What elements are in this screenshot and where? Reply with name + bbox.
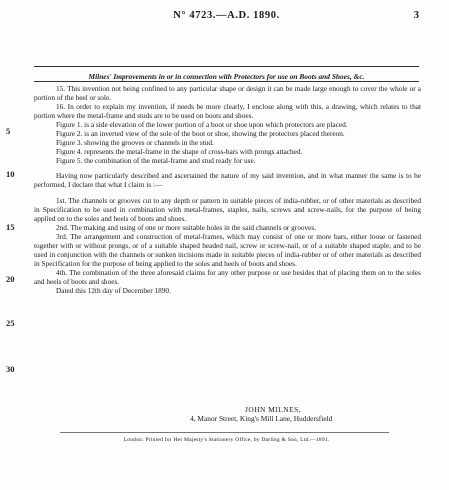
signatory-address: 4, Manor Street, King's Mill Lane, Huddersfield (190, 414, 333, 423)
line-number: 30 (6, 364, 15, 374)
paragraph: Figure 2. is an inverted view of the sole of the boot or shoe, showing the protectors placed thereon. (56, 129, 345, 139)
imprint-rule (60, 432, 389, 433)
paragraph: 16. In order to explain my invention, if needs be more clearly, I enclose along with this, a drawing, which relates to that portion where the metal-frame and studs are to be used on boots and shoes. (34, 102, 421, 121)
running-title: Milnes' Improvements in or in connection with Protectors for use on Boots and Shoes, &c. (88, 72, 365, 81)
specification-body (34, 84, 421, 295)
paragraph: Figure 1. is a side elevation of the lower portion of a boot or shoe upon which protectors are placed. (56, 120, 348, 130)
page-header (34, 10, 419, 30)
paragraph: Figure 5. the combination of the metal-frame and stud ready for use. (56, 156, 256, 166)
claim: 2nd. The making and using of one or more suitable holes in the said channels or grooves. (56, 222, 317, 232)
page-number: 3 (413, 10, 419, 21)
patent-number: N° 4723.—A.D. 1890. (173, 10, 280, 21)
paragraph: Having now particularly described and ascertained the nature of my said invention, and in what manner the same is to be performed, I declare that what I claim is :— (34, 171, 421, 190)
line-number: 15 (6, 222, 15, 232)
dated-line: Dated this 12th day of December 1890. (56, 285, 171, 295)
claim: 3rd. The arrangement and construction of metal-frames, which may consist of one or more bars, either loose or fastened together with or without prongs, or of a suitable shaped headed nail, screw or screw-nail, or of a suitable shaped staple, and to be used in conjunction with the channels or sunken incisions made in suitable pieces of india-rubber or of other materials as described in Specification for the purpose of being applied to the soles and heels of boots and shoes. (34, 231, 421, 268)
header-rule-top (34, 66, 419, 67)
paragraph: 15. This invention not being confined to any particular shape or design it can be made large enough to cover the whole or a portion of the heel or sole. (34, 84, 421, 103)
claim: 1st. The channels or grooves cut to any depth or pattern in suitable pieces of india-rubber, or of other materials as described in Specification to be used in combination with metal-frames, staples, nails, screws and screw-nails, for the purpose of being applied on to the soles and heels of boots and shoes. (34, 195, 421, 223)
line-number: 10 (6, 169, 15, 179)
line-number: 5 (6, 126, 11, 136)
paragraph: Figure 4. represents the metal-frame in the shape of cross-bars with prongs attached. (56, 147, 303, 157)
signatory-name: JOHN MILNES, (245, 405, 302, 414)
paragraph: Figure 3. showing the grooves or channels in the stud. (56, 138, 214, 148)
printer-imprint: London: Printed for Her Majesty's Stationery Office, by Darling & Son, Ltd.—1891. (123, 437, 330, 443)
claim: 4th. The combination of the three aforesaid claims for any other purpose or use besides that of placing them on to the soles and heels of boots and shoes. (34, 267, 421, 286)
line-number: 25 (6, 318, 15, 328)
signature-block (190, 405, 332, 423)
header-rule-bottom (34, 81, 419, 82)
line-number: 20 (6, 274, 15, 284)
